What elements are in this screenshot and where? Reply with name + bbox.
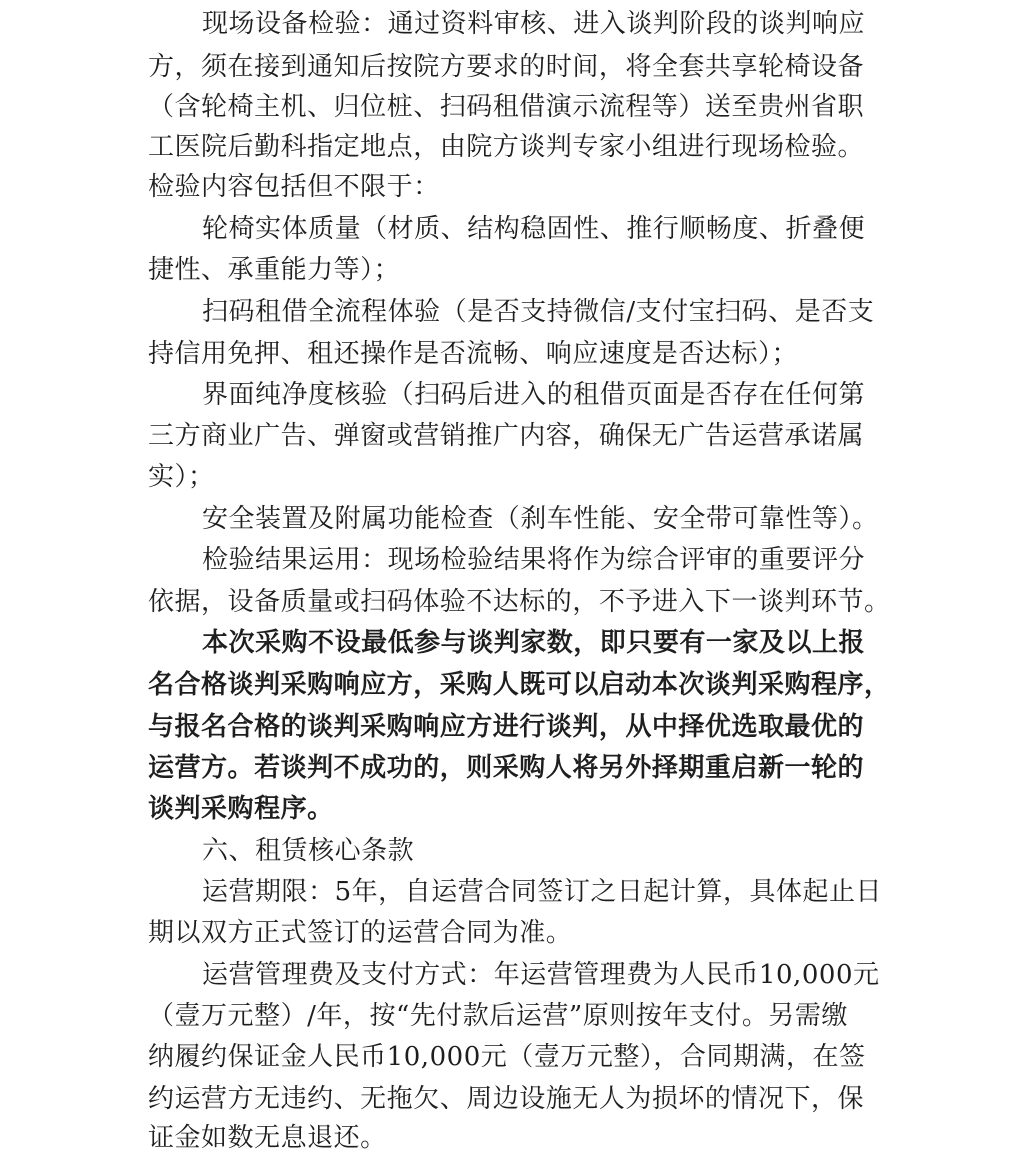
text-line: 纳履约保证金人民币10,000元（壹万元整），合同期满，在签: [148, 1042, 866, 1072]
text-line: 期以双方正式签订的运营合同为准。: [148, 918, 573, 948]
document-page: [148, 0, 904, 1157]
text-line: （含轮椅主机、归位桩、扫码租借演示流程等）送至贵州省职: [148, 92, 865, 122]
bold-text-line: 谈判采购程序。: [148, 794, 334, 824]
text-line: 检验内容包括但不限于：: [148, 172, 440, 202]
text-line: 依据，设备质量或扫码体验不达标的，不予进入下一谈判环节。: [148, 587, 891, 617]
text-line: 三方商业广告、弹窗或营销推广内容，确保无广告运营承诺属: [148, 421, 865, 451]
bold-text-line: 本次采购不设最低参与谈判家数，即只要有一家及以上报: [202, 628, 866, 658]
text-line: 约运营方无违约、无拖欠、周边设施无人为损坏的情况下，保: [148, 1084, 865, 1114]
text-line: 运营期限：5年，自运营合同签订之日起计算，具体起止日: [202, 877, 883, 907]
section-heading: 六、租赁核心条款: [202, 836, 415, 866]
text-line: 安全装置及附属功能检查（刹车性能、安全带可靠性等）。: [202, 504, 879, 534]
bold-text-line: 名合格谈判采购响应方，采购人既可以启动本次谈判采购程序，: [148, 670, 891, 700]
text-line: 捷性、承重能力等）；: [148, 255, 401, 285]
text-line: 运营管理费及支付方式：年运营管理费为人民币10,000元: [202, 960, 880, 990]
text-line: 检验结果运用：现场检验结果将作为综合评审的重要评分: [202, 545, 866, 575]
text-line: 扫码租借全流程体验（是否支持微信/支付宝扫码、是否支: [202, 297, 875, 327]
text-line: 工医院后勤科指定地点，由院方谈判专家小组进行现场检验。: [148, 132, 865, 162]
text-line: （壹万元整）/年，按“先付款后运营”原则按年支付。另需缴: [148, 1001, 848, 1031]
bold-text-line: 运营方。若谈判不成功的，则采购人将另外择期重启新一轮的: [148, 753, 865, 783]
text-line: 现场设备检验：通过资料审核、进入谈判阶段的谈判响应: [202, 9, 866, 39]
text-line: 证金如数无息退还。: [148, 1123, 387, 1153]
text-line: 持信用免押、租还操作是否流畅、响应速度是否达标）；: [148, 339, 799, 369]
text-line: 方，须在接到通知后按院方要求的时间，将全套共享轮椅设备: [148, 52, 865, 82]
text-line: 界面纯净度核验（扫码后进入的租借页面是否存在任何第: [202, 380, 866, 410]
bold-text-line: 与报名合格的谈判采购响应方进行谈判，从中择优选取最优的: [148, 712, 865, 742]
text-line: 轮椅实体质量（材质、结构稳固性、推行顺畅度、折叠便: [202, 214, 866, 244]
text-line: 实）；: [148, 462, 215, 492]
